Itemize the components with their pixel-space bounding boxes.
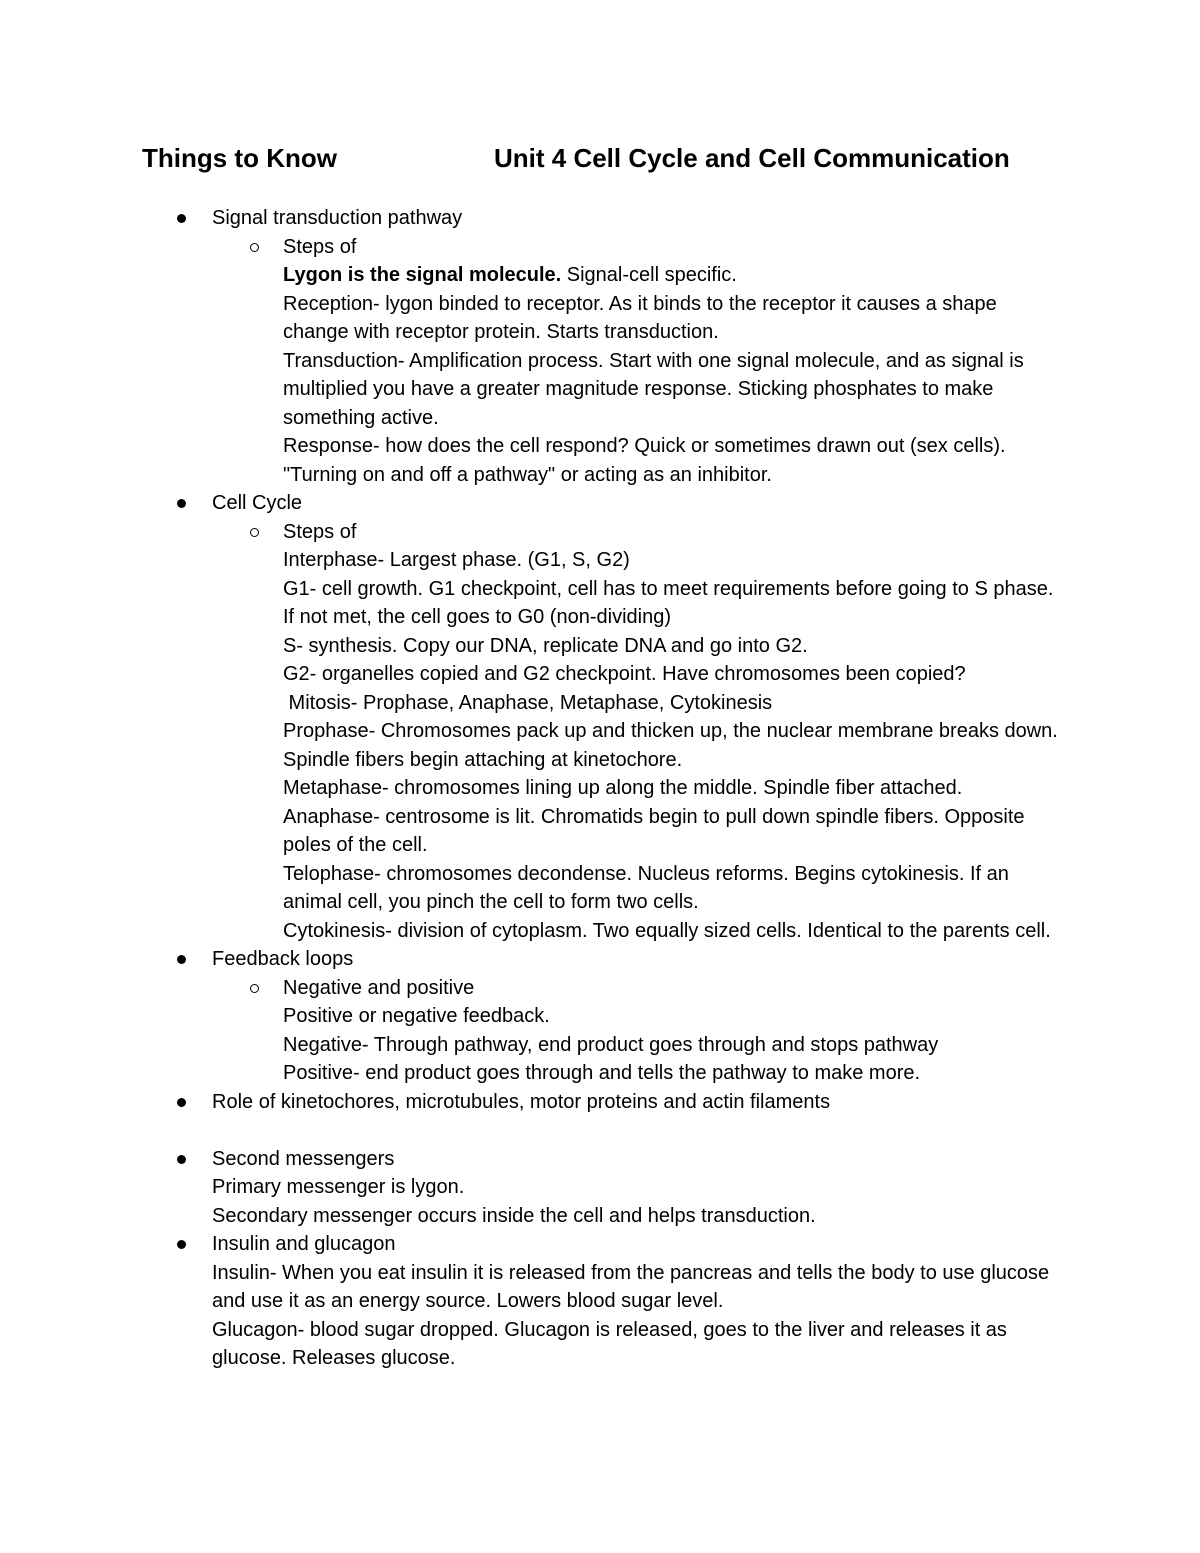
hollow-bullet-icon	[250, 984, 259, 993]
bullet-cell-cycle: Cell Cycle	[0, 489, 1200, 518]
hollow-bullet-icon	[250, 528, 259, 537]
note-line: S- synthesis. Copy our DNA, replicate DNA and go into G2.	[283, 634, 808, 657]
note-line: Primary messenger is lygon.	[212, 1176, 465, 1198]
note-line: Cytokinesis- division of cytoplasm. Two equally sized cells. Identical to the parents cell.	[283, 919, 1051, 942]
hollow-bullet-icon	[250, 243, 259, 252]
note-line: Response- how does the cell respond? Quick or sometimes drawn out (sex cells). "Turning on and off a pathway" or acting as an inhibitor.	[283, 435, 1006, 486]
bullet-signal-transduction: Signal transduction pathway	[0, 204, 1200, 233]
note-line: Negative- Through pathway, end product goes through and stops pathway	[283, 1033, 939, 1056]
note-line: Metaphase- chromosomes lining up along the middle. Spindle fiber attached.	[283, 777, 963, 799]
sub-bullet-steps: Steps of	[0, 233, 1200, 262]
sub-bullet-negative-positive: Negative and positive	[0, 974, 1200, 1003]
note-line: Anaphase- centrosome is lit. Chromatids begin to pull down spindle fibers. Opposite poles of the cell.	[283, 805, 1025, 856]
bullet-role-of-kinetochores: Role of kinetochores, microtubules, motor proteins and actin filaments	[0, 1088, 1200, 1117]
note-line: G1- cell growth. G1 checkpoint, cell has to meet requirements before going to S phase. If not met, the cell goes to G0 (non-dividing)	[283, 577, 1054, 628]
blank-line	[0, 1116, 1200, 1145]
note-line: Transduction- Amplification process. Start with one signal molecule, and as signal is multiplied you have a greater magnitude response. Sticking phosphates to make something active.	[283, 349, 1024, 429]
bullet-second-messengers: Second messengers	[0, 1145, 1200, 1174]
notes-body	[0, 204, 1200, 1373]
note-line: Lygon is the signal molecule. Signal-cell specific.	[283, 264, 737, 286]
note-line: Positive or negative feedback.	[283, 1005, 550, 1027]
document-title: Things to Know	[142, 143, 337, 173]
note-line: Mitosis- Prophase, Anaphase, Metaphase, Cytokinesis	[283, 691, 773, 714]
bullet-dot-icon	[177, 499, 186, 508]
note-line: Prophase- Chromosomes pack up and thicken up, the nuclear membrane breaks down. Spindle fibers begin attaching at kinetochore.	[283, 720, 1058, 771]
bullet-feedback-loops: Feedback loops	[0, 945, 1200, 974]
note-line: Positive- end product goes through and tells the pathway to make more.	[283, 1062, 921, 1084]
bullet-dot-icon	[177, 1098, 186, 1107]
note-line: G2- organelles copied and G2 checkpoint. Have chromosomes been copied?	[283, 663, 966, 685]
bullet-dot-icon	[177, 955, 186, 964]
note-line: Glucagon- blood sugar dropped. Glucagon is released, goes to the liver and releases it as glucose. Releases glucose.	[212, 1318, 1007, 1369]
note-line: Interphase- Largest phase. (G1, S, G2)	[283, 549, 630, 571]
unit-title: Unit 4 Cell Cycle and Cell Communication	[494, 143, 1010, 173]
bullet-dot-icon	[177, 1155, 186, 1164]
note-line: Insulin- When you eat insulin it is released from the pancreas and tells the body to use glucose and use it as an energy source. Lowers blood sugar level.	[212, 1261, 1050, 1312]
note-line: Telophase- chromosomes decondense. Nucleus reforms. Begins cytokinesis. If an animal cell, you pinch the cell to form two cells.	[283, 862, 1009, 913]
bullet-dot-icon	[177, 214, 186, 223]
bullet-insulin-glucagon: Insulin and glucagon	[0, 1230, 1200, 1259]
note-line: Secondary messenger occurs inside the cell and helps transduction.	[212, 1204, 816, 1227]
bullet-dot-icon	[177, 1240, 186, 1249]
sub-bullet-steps: Steps of	[0, 518, 1200, 547]
note-line: Reception- lygon binded to receptor. As it binds to the receptor it causes a shape change with receptor protein. Starts transduction.	[283, 292, 997, 343]
